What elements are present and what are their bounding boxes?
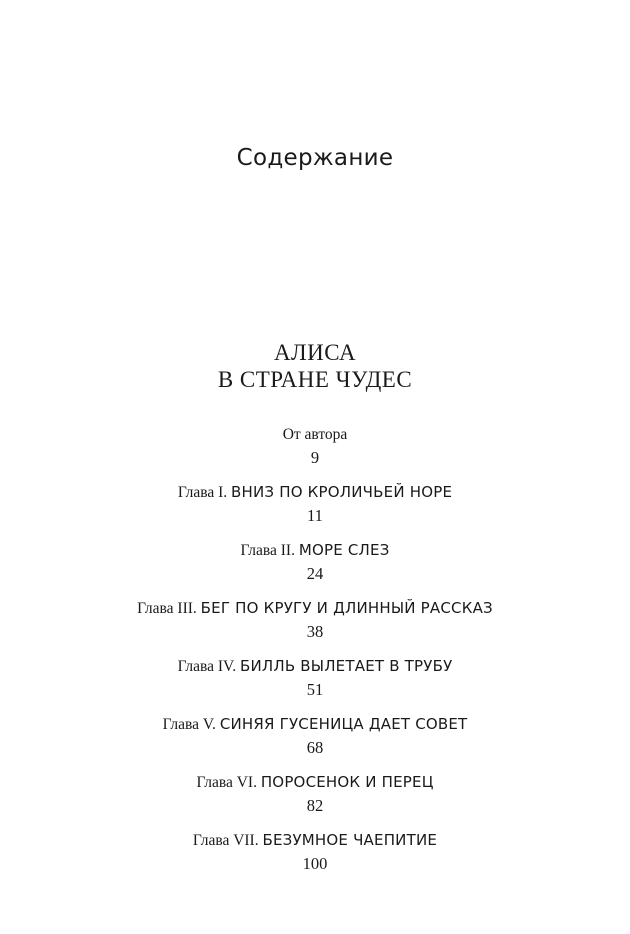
toc-entry-prefix: Глава I. [177, 484, 232, 501]
toc-entry-title: БЕГ ПО КРУГУ И ДЛИННЫЙ РАССКАЗ [200, 599, 493, 617]
toc-entry-label [0, 423, 630, 446]
toc-entry-chapter-2[interactable] [0, 539, 630, 586]
toc-entry-chapter-6[interactable] [0, 771, 630, 818]
toc-entry-prefix: Глава IV. [177, 658, 240, 675]
toc-entry-page: 82 [306, 796, 324, 815]
toc-entry-page: 24 [306, 564, 324, 583]
toc-entry-prefix: Глава III. [137, 600, 201, 617]
toc-entry-prefix: Глава V. [162, 716, 220, 733]
toc-entry-page: 11 [307, 506, 323, 525]
toc-entry-page: 51 [306, 680, 324, 699]
toc-entry-page: 38 [306, 622, 324, 641]
toc-entry-page: 68 [306, 738, 324, 757]
toc-entry-foreword[interactable] [0, 423, 630, 470]
toc-entry-label [0, 539, 630, 562]
toc-entry-chapter-5[interactable] [0, 713, 630, 760]
toc-entry-text: От автора [282, 426, 348, 443]
toc-entry-chapter-3[interactable] [0, 597, 630, 644]
toc-entry-prefix: Глава VII. [192, 832, 263, 849]
toc-entry-title: ПОРОСЕНОК И ПЕРЕЦ [260, 773, 434, 791]
toc-entry-label [0, 771, 630, 794]
toc-entry-chapter-4[interactable] [0, 655, 630, 702]
toc-entry-label [0, 829, 630, 852]
toc-entry-label [0, 655, 630, 678]
toc-entry-page: 100 [302, 854, 328, 873]
table-of-contents [0, 423, 630, 887]
toc-entry-label [0, 481, 630, 504]
toc-entry-prefix: Глава II. [240, 542, 299, 559]
toc-entry-prefix: Глава VI. [196, 774, 261, 791]
book-title-line-2: В СТРАНЕ ЧУДЕС [217, 367, 413, 392]
toc-entry-title: СИНЯЯ ГУСЕНИЦА ДАЕТ СОВЕТ [219, 715, 468, 733]
toc-entry-title: БИЛЛЬ ВЫЛЕТАЕТ В ТРУБУ [239, 657, 453, 675]
toc-entry-label [0, 713, 630, 736]
contents-heading: Содержание [236, 145, 394, 171]
toc-entry-title: МОРЕ СЛЕЗ [298, 541, 390, 559]
toc-entry-title: БЕЗУМНОЕ ЧАЕПИТИЕ [262, 831, 438, 849]
toc-entry-label [0, 597, 630, 620]
book-title-line-1: АЛИСА [273, 340, 357, 365]
toc-entry-page: 9 [310, 448, 320, 467]
toc-entry-title: ВНИЗ ПО КРОЛИЧЬЕЙ НОРЕ [231, 483, 453, 501]
toc-entry-chapter-7[interactable] [0, 829, 630, 876]
toc-entry-chapter-1[interactable] [0, 481, 630, 528]
book-title [0, 339, 630, 393]
